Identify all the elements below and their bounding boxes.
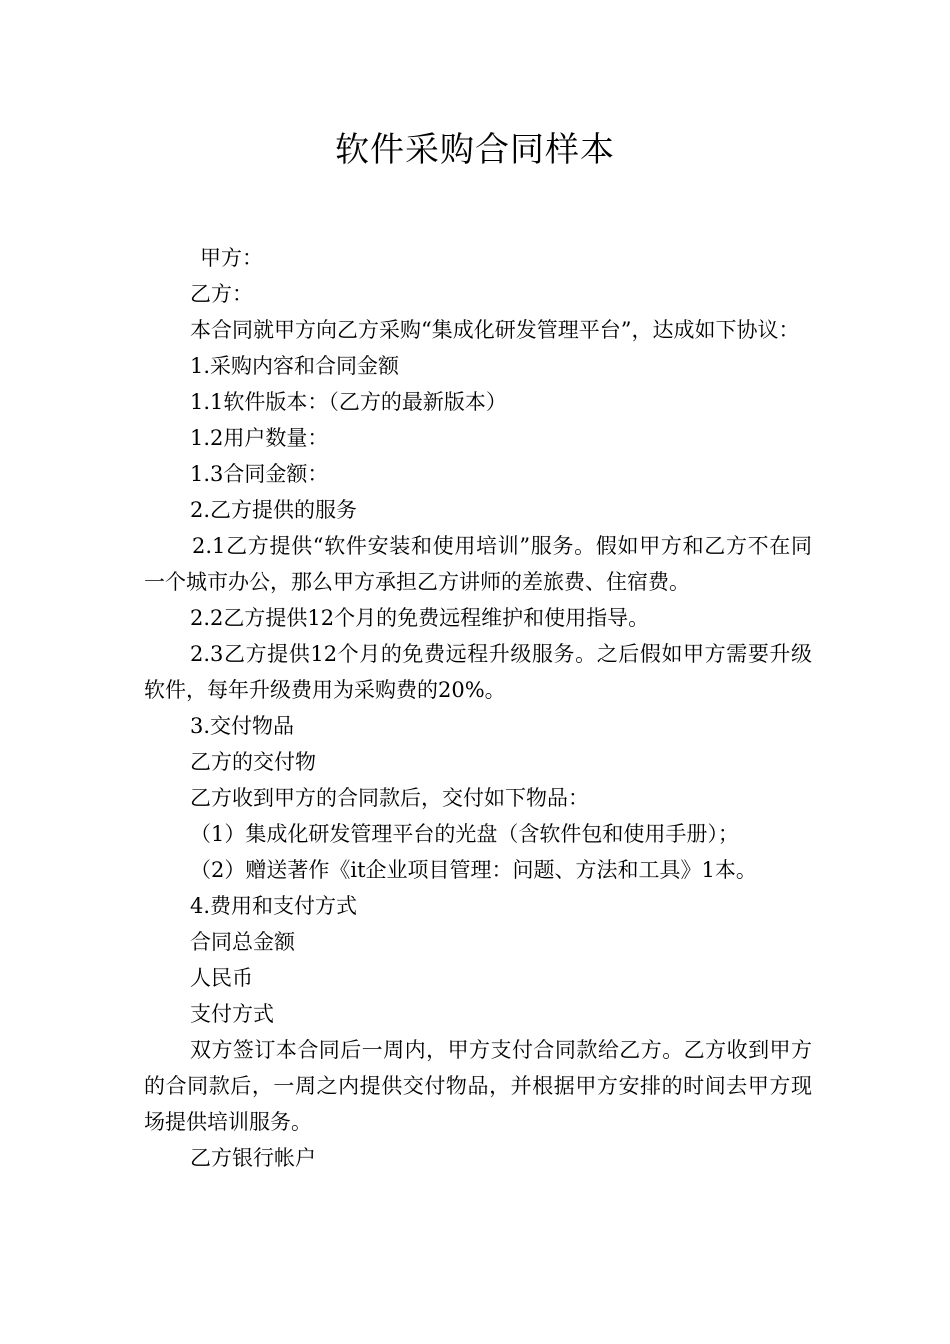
deliverable-item-2: （2）赠送著作《it企业项目管理：问题、方法和工具》1本。 [190,858,757,882]
deliverable-item-1: （1）集成化研发管理平台的光盘（含软件包和使用手册）； [190,822,739,846]
document-title: 软件采购合同样本 [335,130,615,170]
section-3-heading: 3.交付物品 [190,714,295,738]
document-body [144,240,812,1176]
clause-1-3: 1.3合同金额： [190,462,329,486]
party-b-line: 乙方： [190,282,253,306]
clause-1-2: 1.2用户数量： [190,426,329,450]
total-amount-label: 合同总金额 [190,930,295,954]
party-a-line: 甲方： [200,246,263,270]
bank-account-label: 乙方银行帐户 [190,1146,316,1170]
section-4-heading: 4.费用和支付方式 [190,894,358,918]
clause-1-1: 1.1软件版本：（乙方的最新版本） [190,390,507,414]
clause-2-3: 2.3乙方提供12个月的免费远程升级服务。之后假如甲方需要升级软件，每年升级费用为采购费的20%。 [144,642,812,702]
deliverables-label: 乙方的交付物 [190,750,316,774]
payment-method-label: 支付方式 [190,1002,274,1026]
intro-paragraph: 本合同就甲方向乙方采购“集成化研发管理平台”，达成如下协议： [190,318,800,342]
deliverables-intro: 乙方收到甲方的合同款后，交付如下物品： [190,786,589,810]
payment-terms-paragraph: 双方签订本合同后一周内，甲方支付合同款给乙方。乙方收到甲方的合同款后，一周之内提供交付物品，并根据甲方安排的时间去甲方现场提供培训服务。 [144,1038,812,1134]
clause-2-2: 2.2乙方提供12个月的免费远程维护和使用指导。 [190,606,650,630]
clause-2-1: 2.1乙方提供“软件安装和使用培训”服务。假如甲方和乙方不在同一个城市办公，那么甲方承担乙方讲师的差旅费、住宿费。 [144,534,812,594]
section-2-heading: 2.乙方提供的服务 [190,498,358,522]
currency-label: 人民币 [190,966,253,990]
section-1-heading: 1.采购内容和合同金额 [190,354,400,378]
